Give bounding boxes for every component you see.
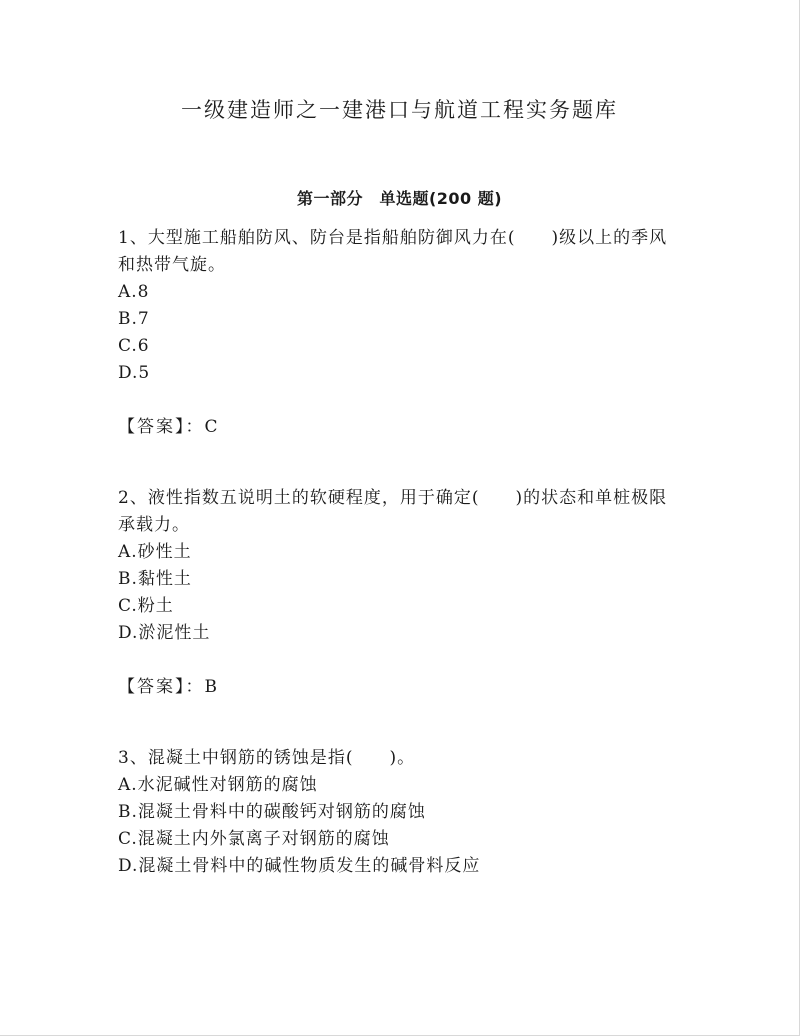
answer-line (118, 674, 683, 701)
option-c: C.6 (118, 336, 150, 356)
answer-line (118, 414, 683, 441)
option-b: B.7 (118, 309, 150, 329)
option-c: C.粉土 (118, 596, 174, 616)
question-stem-line: 3、混凝土中钢筋的锈蚀是指( )。 (118, 748, 416, 768)
question-stem-line: 1、大型施工船舶防风、防台是指船舶防御风力在( )级以上的季风 (118, 228, 668, 248)
answer-value: B (204, 677, 218, 697)
option-d: D.混凝土骨料中的碱性物质发生的碱骨料反应 (118, 856, 481, 876)
question-stem-line: 承载力。 (118, 515, 190, 535)
question-stem-line: 2、液性指数五说明土的软硬程度，用于确定( )的状态和单桩极限 (118, 488, 668, 508)
option-a: A.8 (118, 282, 150, 302)
question-stem-line: 和热带气旋。 (118, 255, 226, 275)
option-d: D.淤泥性土 (118, 623, 211, 643)
section-title: 第一部分 单选题(200 题) (296, 189, 503, 208)
option-c: C.混凝土内外氯离子对钢筋的腐蚀 (118, 829, 390, 849)
question-2 (118, 485, 683, 701)
question-list (118, 225, 683, 880)
answer-label: 【答案】： (118, 677, 205, 697)
question-1 (118, 225, 683, 441)
spacer (118, 441, 683, 485)
option-a: A.水泥碱性对钢筋的腐蚀 (118, 775, 318, 795)
option-a: A.砂性土 (118, 542, 192, 562)
option-d: D.5 (118, 363, 151, 383)
spacer (118, 701, 683, 745)
option-b: B.混凝土骨料中的碳酸钙对钢筋的腐蚀 (118, 802, 426, 822)
question-3 (118, 745, 683, 880)
answer-value: C (204, 417, 219, 437)
answer-label: 【答案】： (118, 417, 205, 437)
document-title: 一级建造师之一建港口与航道工程实务题库 (181, 98, 618, 122)
option-b: B.黏性土 (118, 569, 192, 589)
